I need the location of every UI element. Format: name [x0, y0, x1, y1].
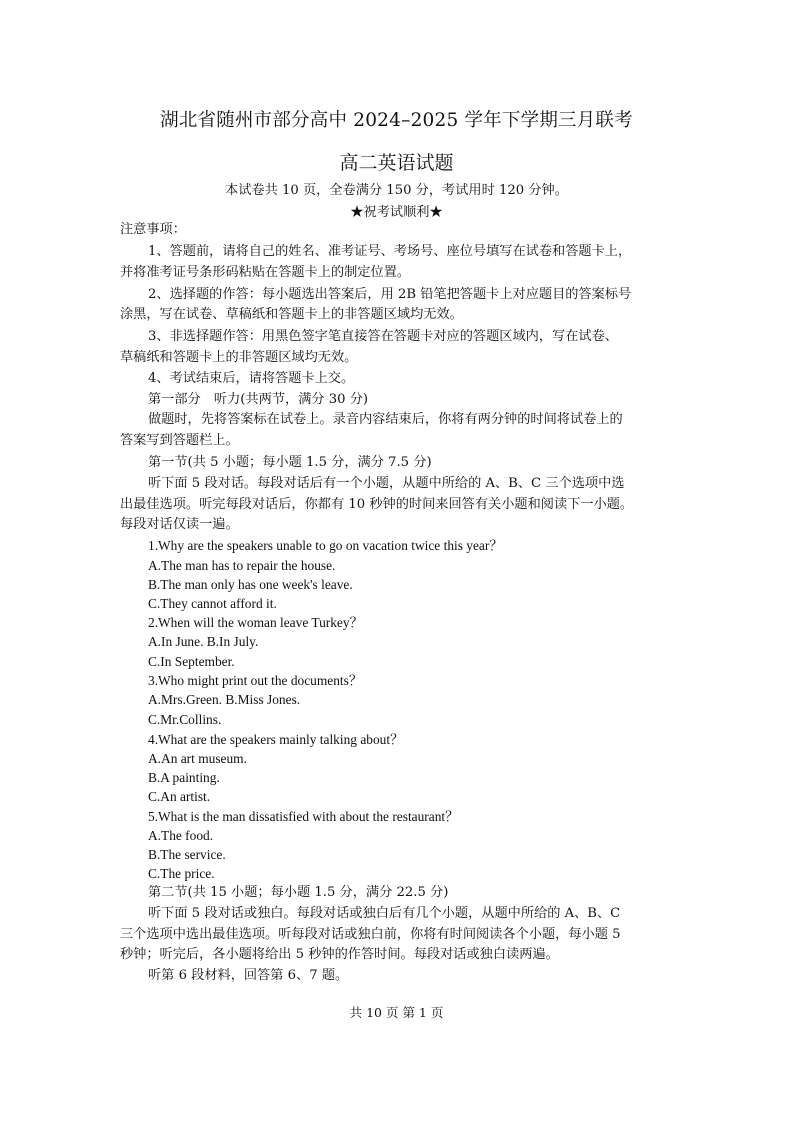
question-3-option-c: C.Mr.Collins. — [148, 712, 222, 727]
question-3-options-ab: A.Mrs.Green. B.Miss Jones. — [148, 692, 301, 707]
section1-intro-b: 出最佳选项。听完每段对话后，你都有 10 秒钟的时间来回答有关小题和阅读下一小题。 — [120, 497, 634, 512]
section1-heading: 第一节(共 5 小题；每小题 1.5 分，满分 7.5 分) — [148, 455, 432, 470]
part1-heading: 第一部分 听力(共两节，满分 30 分) — [148, 392, 369, 407]
section1-intro-a: 听下面 5 段对话。每段对话后有一个小题，从题中所给的 A、B、C 三个选项中选 — [148, 476, 625, 491]
question-1-option-c: C.They cannot afford it. — [148, 596, 277, 611]
section2-intro-a: 听下面 5 段对话或独白。每段对话或独白后有几个小题，从题中所给的 A、B、C — [148, 906, 621, 921]
question-4-option-a: A.An art museum. — [148, 751, 247, 766]
notice-item-1a: 1、答题前，请将自己的姓名、准考证号、考场号、座位号填写在试卷和答题卡上， — [148, 244, 632, 259]
question-5-option-c: C.The price. — [148, 866, 215, 881]
notice-item-3a: 3、非选择题作答：用黑色签字笔直接答在答题卡对应的答题区域内，写在试卷、 — [148, 329, 618, 344]
question-2: 2.When will the woman leave Turkey？ — [148, 615, 363, 630]
material-6-prompt: 听第 6 段材料，回答第 6、7 题。 — [148, 968, 349, 983]
question-5: 5.What is the man dissatisfied with about the restaurant？ — [148, 809, 459, 824]
notice-heading: 注意事项： — [120, 222, 186, 237]
exam-wish: ★祝考试顺利★ — [350, 205, 443, 220]
notice-item-1b: 并将准考证号条形码粘贴在答题卡上的制定位置。 — [120, 265, 411, 280]
section2-intro-c: 秒钟；听完后，各小题将给出 5 秒钟的作答时间。每段对话或独白读两遍。 — [120, 947, 559, 962]
exam-title: 湖北省随州市部分高中 2024–2025 学年下学期三月联考 — [160, 110, 633, 131]
section2-heading: 第二节(共 15 小题；每小题 1.5 分，满分 22.5 分) — [148, 885, 449, 900]
question-5-option-b: B.The service. — [148, 847, 226, 862]
question-4-option-c: C.An artist. — [148, 789, 211, 804]
section1-intro-c: 每段对话仅读一遍。 — [120, 517, 239, 532]
notice-item-2b: 涂黑，写在试卷、草稿纸和答题卡上的非答题区域均无效。 — [120, 307, 463, 322]
section2-intro-b: 三个选项中选出最佳选项。听每段对话或独白前，你将有时间阅读各个小题，每小题 5 — [120, 927, 621, 942]
question-1: 1.Why are the speakers unable to go on vacation twice this year？ — [148, 538, 503, 553]
notice-item-2a: 2、选择题的作答：每小题选出答案后，用 2B 铅笔把答题卡上对应题目的答案标号 — [148, 287, 632, 302]
page-footer: 共 10 页 第 1 页 — [349, 1005, 444, 1020]
exam-subtitle: 高二英语试题 — [339, 152, 454, 174]
question-1-option-a: A.The man has to repair the house. — [148, 558, 336, 573]
exam-info: 本试卷共 10 页，全卷满分 150 分，考试用时 120 分钟。 — [225, 183, 568, 198]
part1-intro-a: 做题时，先将答案标在试卷上。录音内容结束后，你将有两分钟的时间将试卷上的 — [148, 412, 623, 427]
question-4-option-b: B.A painting. — [148, 770, 220, 785]
part1-intro-b: 答案写到答题栏上。 — [120, 433, 239, 448]
notice-item-3b: 草稿纸和答题卡上的非答题区域均无效。 — [120, 350, 358, 365]
question-2-options-ab: A.In June. B.In July. — [148, 634, 259, 649]
question-4: 4.What are the speakers mainly talking about？ — [148, 732, 404, 747]
question-1-option-b: B.The man only has one week's leave. — [148, 577, 353, 592]
question-5-option-a: A.The food. — [148, 828, 214, 843]
question-2-option-c: C.In September. — [148, 654, 235, 669]
notice-item-4: 4、考试结束后，请将答题卡上交。 — [148, 371, 355, 386]
question-3: 3.Who might print out the documents？ — [148, 673, 363, 688]
